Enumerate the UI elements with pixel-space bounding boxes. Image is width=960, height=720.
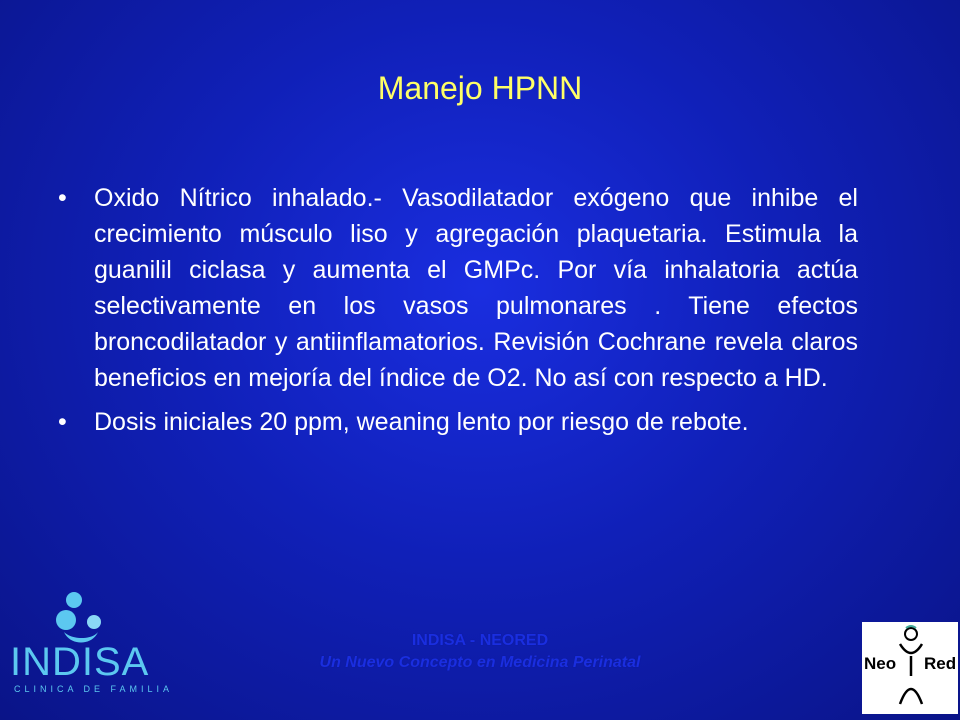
indisa-logo-text: INDISA bbox=[10, 640, 150, 684]
footer-line-1: INDISA - NEORED bbox=[411, 632, 549, 649]
neored-logo bbox=[862, 622, 958, 714]
bullet-dot-icon: • bbox=[58, 408, 67, 436]
slide-body bbox=[58, 180, 858, 448]
neored-logo-right-text: Red bbox=[924, 654, 957, 673]
footer-line-2: Un Nuevo Concepto en Medicina Perinatal bbox=[319, 654, 641, 671]
bullet-item bbox=[58, 180, 858, 396]
slide-title: Manejo HPNN bbox=[377, 70, 583, 106]
slide-footer bbox=[0, 630, 960, 674]
bullet-text: Dosis iniciales 20 ppm, weaning lento por riesgo de rebote. bbox=[94, 408, 749, 436]
bullet-text: Oxido Nítrico inhalado.- Vasodilatador exógeno que inhibe el crecimiento músculo liso y agregación plaquetaria. Estimula la guanilil ciclasa y aumenta el GMPc. Por vía inhalatoria actúa selectivamente en los vasos pulmonares . Tiene efectos broncodilatador y antiinflamatorios. Revisión Cochrane revela claros beneficios en mejoría del índice de O2. No así con respecto a HD. bbox=[94, 184, 858, 392]
bullet-item bbox=[58, 404, 858, 440]
indisa-logo-subtitle: CLINICA DE FAMILIA bbox=[14, 684, 174, 694]
neored-logo-left-text: Neo bbox=[864, 654, 897, 673]
neored-figure-icon bbox=[896, 624, 926, 712]
bullet-dot-icon: • bbox=[58, 184, 67, 212]
